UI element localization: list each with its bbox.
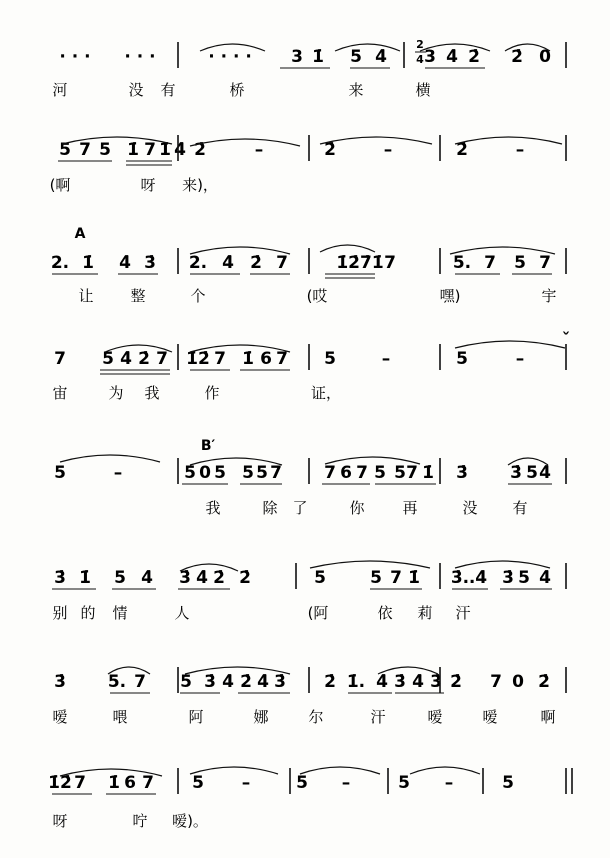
note: 2.: [50, 253, 70, 273]
note: 5: [180, 672, 192, 692]
note: · · ·: [124, 47, 156, 67]
note: 2̇: [194, 140, 206, 160]
note: 2̇: [239, 568, 251, 588]
note: 5.: [452, 253, 472, 273]
note: 5: [398, 773, 410, 793]
note: 7: [214, 349, 226, 369]
note: 7: [484, 253, 496, 273]
note: 5: [518, 568, 530, 588]
note: 3̇: [54, 568, 66, 588]
lyric-syllable: 为: [108, 384, 124, 402]
note: 2̇: [456, 140, 468, 160]
lyric-syllable: 除: [262, 499, 278, 517]
note: 5: [370, 568, 382, 588]
note: 1̇2̇7̇1̇: [336, 253, 384, 273]
note: 7: [406, 463, 418, 483]
note: 5: [514, 253, 526, 273]
lyric-syllable: 证，: [310, 384, 342, 402]
breath-mark: ˇ: [561, 330, 571, 350]
note: 7: [384, 253, 396, 273]
lyric-syllable: 别: [52, 604, 68, 622]
slur: [310, 561, 430, 568]
note: 5: [502, 773, 514, 793]
note: –: [383, 140, 393, 160]
lyric-syllable: (啊: [49, 176, 71, 194]
lyric-syllable: 嘿): [439, 287, 461, 305]
note: 1̇2̇: [186, 349, 210, 369]
note: 6: [260, 349, 272, 369]
note: 3̇: [456, 463, 468, 483]
slur: [455, 341, 565, 348]
lyric-syllable: 没: [128, 81, 144, 99]
note: 7: [79, 140, 91, 160]
lyric-syllable: 我: [205, 499, 221, 517]
note: 5: [456, 349, 468, 369]
section-mark-b-prime: B′: [200, 438, 216, 454]
note: 1̇: [82, 253, 94, 273]
score-system: [54, 455, 566, 517]
note: 4̇: [222, 253, 234, 273]
note: 5: [394, 463, 406, 483]
note: 4̇: [375, 47, 387, 67]
lyric-syllable: 你: [349, 499, 365, 517]
note: 1̇: [312, 47, 324, 67]
note: 5: [192, 773, 204, 793]
note: –: [254, 140, 264, 160]
lyric-syllable: 宇: [541, 287, 557, 305]
note: 7: [539, 253, 551, 273]
note: 3̇: [274, 672, 286, 692]
lyric-syllable: 情: [112, 604, 128, 622]
lyric-syllable: 来)，: [182, 176, 218, 194]
note: 5: [256, 463, 268, 483]
lyric-syllable: 宙: [52, 384, 68, 402]
note: · · · ·: [208, 47, 252, 67]
slur: [60, 455, 160, 462]
note: 0: [512, 672, 524, 692]
slur: [455, 561, 550, 568]
note: 3̇: [54, 672, 66, 692]
note: –: [241, 773, 251, 793]
note: 2̇: [324, 140, 336, 160]
slur: [320, 137, 432, 144]
lyric-syllable: 没: [462, 499, 478, 517]
note: 5: [214, 463, 226, 483]
note: 5: [526, 463, 538, 483]
note: 3̇: [204, 672, 216, 692]
lyric-syllable: 作: [204, 384, 220, 402]
lyric-syllable: 让: [78, 287, 94, 305]
note: 4̇: [196, 568, 208, 588]
note: 1̇: [242, 349, 254, 369]
note: 6: [124, 773, 136, 793]
lyric-syllable: 娜: [253, 708, 269, 726]
slur: [335, 44, 400, 51]
note: 5: [296, 773, 308, 793]
lyric-syllable: 尔: [308, 708, 324, 726]
lyric-syllable: 再: [402, 499, 418, 517]
note: 3̇: [179, 568, 191, 588]
lyric-syllable: 莉: [417, 604, 433, 622]
time-signature-top: 2: [416, 38, 424, 51]
lyric-syllable: 人: [174, 604, 190, 622]
slur: [455, 137, 562, 144]
note: .4̇: [468, 568, 488, 588]
note: 4̇: [141, 568, 153, 588]
note: 1̇: [422, 463, 434, 483]
note: 5: [102, 349, 114, 369]
slur: [300, 767, 380, 774]
lyric-syllable: 呀: [140, 176, 156, 194]
lyric-syllable: 依: [377, 604, 393, 622]
note: 4̇: [222, 672, 234, 692]
note: 2̇: [538, 672, 550, 692]
note: 7: [156, 349, 168, 369]
note: 2̇: [138, 349, 150, 369]
note: 5: [114, 568, 126, 588]
note: 1̇: [159, 140, 171, 160]
lyric-syllable: 桥: [229, 81, 245, 99]
lyric-syllable: 呀: [52, 812, 68, 830]
note: 4̇: [257, 672, 269, 692]
time-signature-bottom: 4: [416, 53, 424, 66]
note: –: [113, 463, 123, 483]
note: 4̇: [174, 140, 186, 160]
note: –: [444, 773, 454, 793]
note: 5: [184, 463, 196, 483]
score-content: [48, 38, 572, 830]
note: 7: [144, 140, 156, 160]
lyric-syllable: 个: [190, 287, 206, 305]
note: 7: [276, 253, 288, 273]
note: 7: [276, 349, 288, 369]
note: 5: [324, 349, 336, 369]
score-system: [52, 42, 566, 99]
lyric-syllable: 汗: [455, 604, 471, 622]
note: 7: [134, 672, 146, 692]
note: 7: [142, 773, 154, 793]
note: 7: [356, 463, 368, 483]
note: 1̇2̇: [48, 773, 72, 793]
note: 7: [54, 349, 66, 369]
note: 1̇: [79, 568, 91, 588]
note: –: [381, 349, 391, 369]
note: 2.: [188, 253, 208, 273]
note: 0: [199, 463, 211, 483]
note: 4̇: [376, 672, 388, 692]
note: 7: [324, 463, 336, 483]
score-system: [52, 667, 566, 726]
note: 0: [539, 47, 551, 67]
lyric-syllable: 有: [512, 499, 528, 517]
note: 1̇: [108, 773, 120, 793]
score-system: [51, 245, 566, 305]
lyric-syllable: 嗳: [482, 708, 498, 726]
note: 3̇: [394, 672, 406, 692]
note: 4̇: [539, 568, 551, 588]
note: 5: [350, 47, 362, 67]
note: 1̇: [127, 140, 139, 160]
note: 4̇: [539, 463, 551, 483]
note: 3: [291, 47, 303, 67]
note: 4̇: [119, 253, 131, 273]
note: –: [515, 140, 525, 160]
note: 3̇: [502, 568, 514, 588]
note: 2̇: [240, 672, 252, 692]
note: 4̇: [120, 349, 132, 369]
note: 7: [74, 773, 86, 793]
lyric-syllable: 了: [292, 499, 308, 517]
section-mark-a: A: [74, 226, 86, 242]
note: 2̇: [213, 568, 225, 588]
note: 7: [270, 463, 282, 483]
lyric-syllable: 汗: [370, 708, 386, 726]
lyric-syllable: 的: [80, 604, 96, 622]
note: 7: [490, 672, 502, 692]
note: 5.: [107, 672, 127, 692]
note: 3̇.: [450, 568, 470, 588]
note: 5: [54, 463, 66, 483]
note: 3: [424, 47, 436, 67]
note: –: [341, 773, 351, 793]
note: 3̇: [144, 253, 156, 273]
note: 4̇: [412, 672, 424, 692]
score-system: [52, 561, 566, 622]
note: 2̇: [450, 672, 462, 692]
note: 5: [59, 140, 71, 160]
note: 5: [242, 463, 254, 483]
score-system: [48, 767, 572, 830]
lyric-syllable: 横: [415, 81, 431, 99]
lyric-syllable: 嗳: [52, 708, 68, 726]
lyric-syllable: 整: [130, 287, 146, 305]
note: –: [515, 349, 525, 369]
note: 5: [314, 568, 326, 588]
slur: [320, 245, 375, 252]
slur: [190, 139, 300, 146]
lyric-syllable: 阿: [188, 708, 204, 726]
note: 2̇: [468, 47, 480, 67]
lyric-syllable: (哎: [306, 287, 328, 305]
lyric-syllable: 河: [52, 81, 68, 99]
note: 7: [390, 568, 402, 588]
note: 3̇: [430, 672, 442, 692]
note: 5: [99, 140, 111, 160]
note: · · ·: [59, 47, 91, 67]
note: 1̇.: [346, 672, 366, 692]
note: 2̇: [250, 253, 262, 273]
lyric-syllable: 我: [144, 384, 160, 402]
lyric-syllable: (阿: [307, 604, 329, 622]
lyric-syllable: 来: [348, 81, 364, 99]
note: 5: [374, 463, 386, 483]
score-system: [50, 135, 566, 194]
lyric-syllable: 嗳: [427, 708, 443, 726]
score-system: [52, 341, 566, 402]
note: 4̇: [446, 47, 458, 67]
lyric-syllable: 有: [160, 81, 176, 99]
lyric-syllable: 咛: [132, 812, 148, 830]
note: 1̇: [408, 568, 420, 588]
note: 6: [340, 463, 352, 483]
note: 2̇: [511, 47, 523, 67]
note: 3̇: [510, 463, 522, 483]
lyric-syllable: 嗳)。: [172, 812, 208, 830]
note: 2̇: [324, 672, 336, 692]
lyric-syllable: 喂: [112, 708, 128, 726]
lyric-syllable: 啊: [540, 708, 556, 726]
